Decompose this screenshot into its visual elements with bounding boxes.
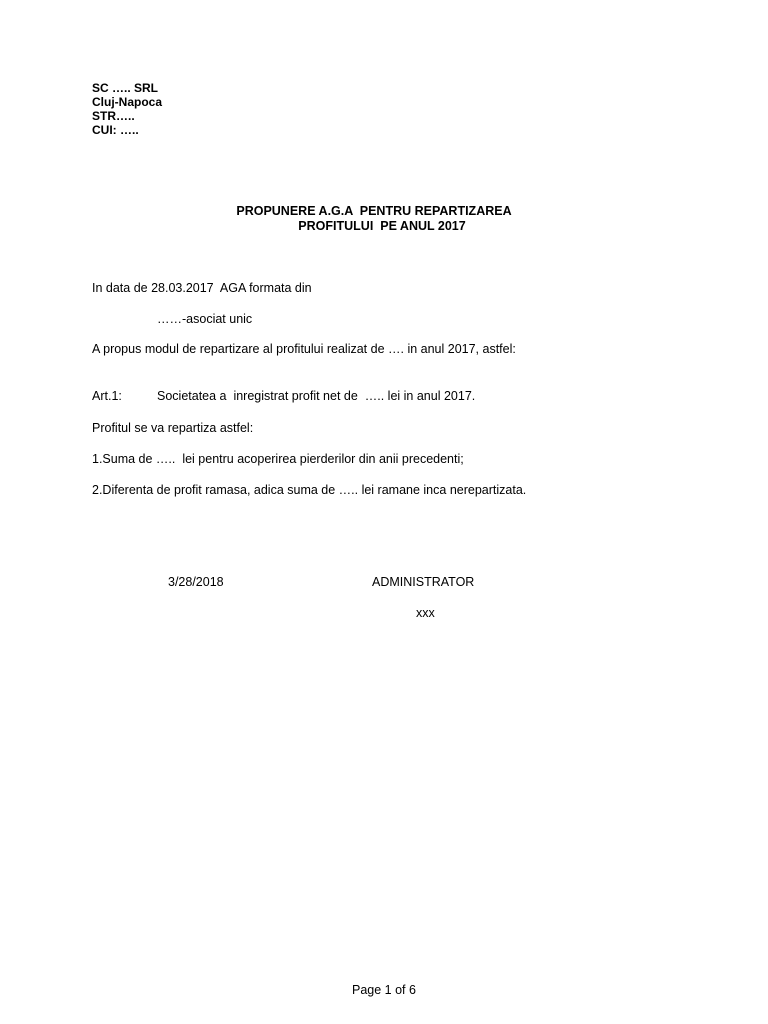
proposal-paragraph: A propus modul de repartizare al profitului realizat de …. in anul 2017, astfel: [92,342,516,356]
distribution-item-1: 1.Suma de ….. lei pentru acoperirea pierderilor din anii precedenti; [92,452,464,466]
company-header [92,81,162,137]
page-number: Page 1 of 6 [352,983,416,997]
signature-date: 3/28/2018 [168,575,224,589]
company-cui: CUI: ….. [92,123,139,137]
article-text: Societatea a inregistrat profit net de ….. lei in anul 2017. [157,389,476,403]
document-title-line1: PROPUNERE A.G.A PENTRU REPARTIZAREA [236,204,512,218]
company-street: STR….. [92,109,135,123]
associate-line: ……-asociat unic [157,312,253,326]
signature-role: ADMINISTRATOR [372,575,475,589]
article-label: Art.1: [92,389,122,403]
document-title-line2: PROFITULUI PE ANUL 2017 [298,219,466,233]
company-city: Cluj-Napoca [92,95,163,109]
company-name: SC ….. SRL [92,81,159,95]
distribution-item-2: 2.Diferenta de profit ramasa, adica suma de ….. lei ramane inca nerepartizata. [92,483,527,497]
signature-name: xxx [416,606,435,620]
intro-paragraph: In data de 28.03.2017 AGA formata din [92,281,312,295]
distribution-intro: Profitul se va repartiza astfel: [92,421,254,435]
